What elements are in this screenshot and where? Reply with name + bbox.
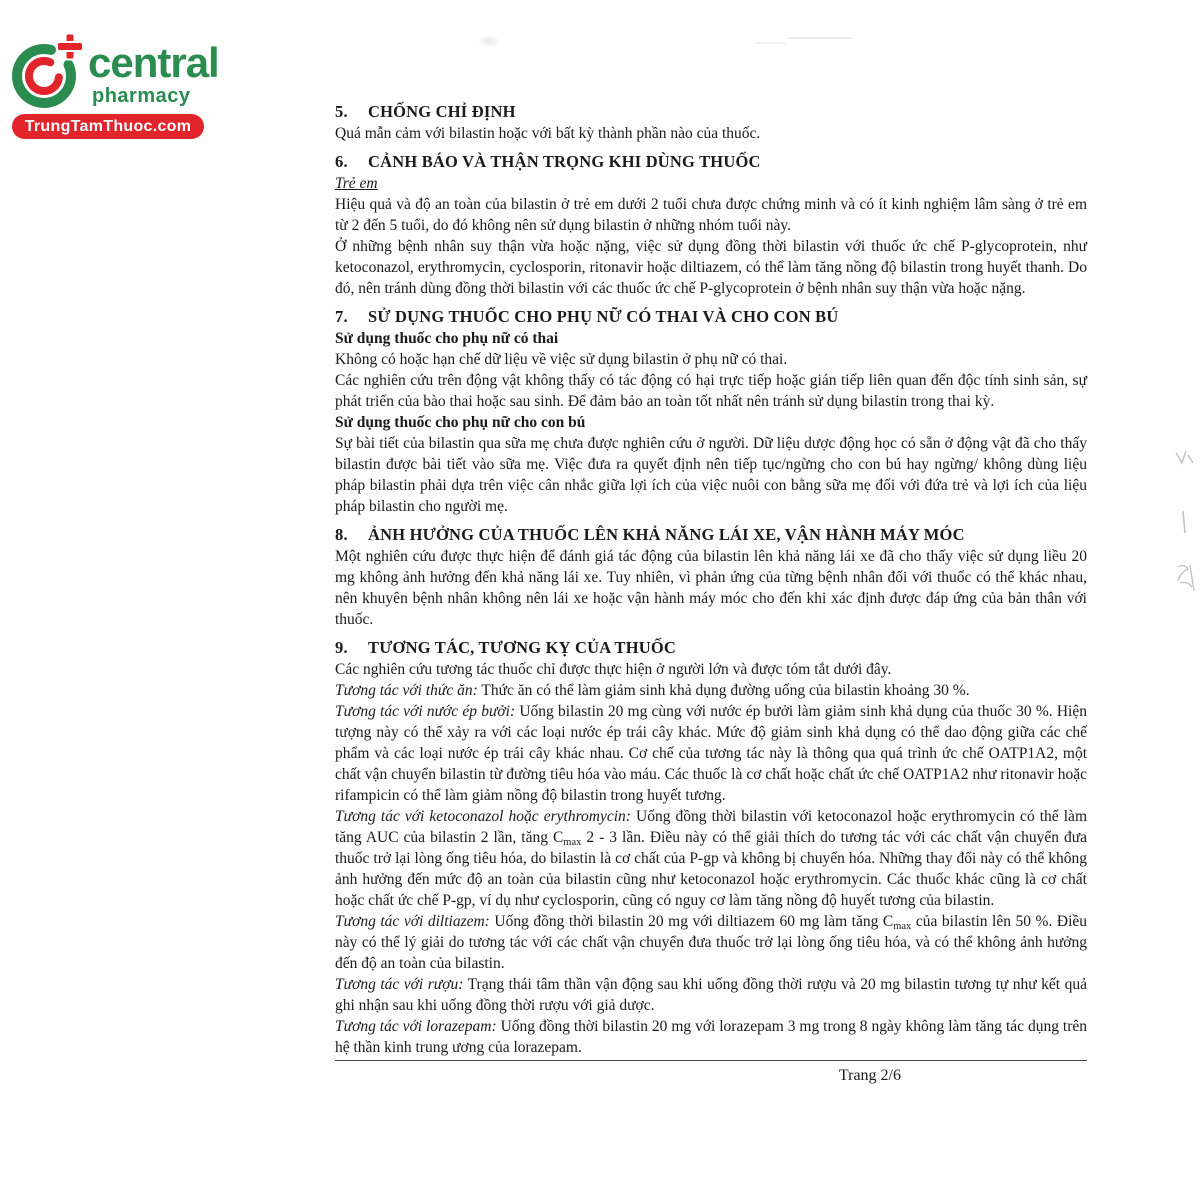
text-run: Tương tác với nước ép bưởi:: [335, 703, 516, 720]
italic-underlined-subheading: [335, 173, 1087, 194]
paragraph: [335, 370, 1087, 412]
text-run: 2 - 3 lần. Điều này có thể giải thích do tương tác với các chất vận chuyển đưa thuốc trở lại lòng ống tiêu hóa, do bilastin là cơ chất của P-gp và không bị chuyển hóa. Những thay đổi này có thể không ảnh hưởng đến mức độ an toàn của bilastin cũng như ketoconazol hoặc erythromycin. Các thuốc khác cũng là cơ chất hoặc chất ức chế P-gp, ví dụ như cyclosporin, cũng có nguy cơ làm tăng nồng độ huyết tương của bilastin.: [335, 829, 1087, 909]
section-number: 8.: [335, 525, 348, 544]
bold-subheading: Sử dụng thuốc cho phụ nữ cho con bú: [335, 414, 586, 431]
section-title: CHỐNG CHỈ ĐỊNH: [368, 102, 516, 121]
paragraph: [335, 680, 1087, 701]
text-run: Thức ăn có thể làm giảm sinh khả dụng đường uống của bilastin khoảng 30 %.: [477, 682, 970, 699]
text-run: Uống đồng thời bilastin với ketoconazol hoặc erythromycin có thể làm tăng AUC của bilastin 2 lần, tăng C: [335, 808, 1087, 846]
text-run: Quá mẫn cảm với bilastin hoặc với bất kỳ thành phần nào của thuốc.: [335, 125, 761, 142]
section-6: [335, 151, 1087, 299]
text-run: Ở những bệnh nhân suy thận vừa hoặc nặng, việc sử dụng đồng thời bilastin với thuốc ức chế P-glycoprotein, như ketoconazol, erythromycin, cyclosporin, ritonavir hoặc diltiazem, có thể làm tăng nồng độ bilastin trong huyết thanh. Do đó, nên tránh dùng đồng thời bilastin với các thuốc ức chế P-glycoprotein ở bệnh nhân suy thận vừa hoặc nặng.: [335, 238, 1087, 297]
paragraph: [335, 236, 1087, 299]
section-5: [335, 101, 1087, 144]
text-run: Các nghiên cứu tương tác thuốc chỉ được thực hiện ở người lớn và được tóm tắt dưới đây.: [335, 661, 892, 678]
section-number: 9.: [335, 638, 348, 657]
footer-divider: [335, 1060, 1087, 1061]
paragraph: [335, 806, 1087, 911]
text-run: Trạng thái tâm thần vận động sau khi uống đồng thời rượu và 20 mg bilastin tương tự như kết quả ghi nhận sau khi uống đồng thời rượu với giả dược.: [335, 976, 1087, 1014]
text-run: max: [563, 837, 582, 848]
section-number: 7.: [335, 307, 348, 326]
paragraph: [335, 194, 1087, 236]
paragraph: [335, 659, 1087, 680]
section-8: [335, 524, 1087, 630]
logo-website-badge: TrungTamThuoc.com: [12, 114, 204, 139]
paragraph: [335, 349, 1087, 370]
text-run: của bilastin lên 50 %. Điều này có thể lý giải do tương tác với các chất vận chuyển đưa thuốc trở lại lòng ống tiêu hóa, và có thể không ảnh hưởng đến độ an toàn của bilastin.: [335, 913, 1088, 972]
section-title: TƯƠNG TÁC, TƯƠNG KỴ CỦA THUỐC: [368, 638, 677, 657]
section-title: CẢNH BÁO VÀ THẬN TRỌNG KHI DÙNG THUỐC: [368, 152, 761, 171]
pharmacy-c-plus-icon: [10, 32, 90, 116]
section-heading: [335, 101, 1087, 122]
text-run: Một nghiên cứu được thực hiện để đánh giá tác động của bilastin lên khả năng lái xe đã cho thấy việc sử dụng liều 20 mg không ảnh hưởng đến khả năng lái xe. Tuy nhiên, vì phản ứng của từng bệnh nhân đối với thuốc có thể khác nhau, nên khuyên bệnh nhân không nên lái xe hoặc vận hành máy móc cho đến khi xác định được đáp ứng của bản thân với thuốc.: [335, 548, 1087, 628]
paragraph: [335, 974, 1087, 1016]
document-sections: [335, 101, 1087, 1058]
text-run: Tương tác với diltiazem:: [335, 913, 490, 930]
text-run: Tương tác với lorazepam:: [335, 1018, 497, 1035]
paragraph: [335, 123, 1087, 144]
logo-sub-text: pharmacy: [92, 85, 191, 107]
paragraph: [335, 701, 1087, 806]
plus-icon: [57, 34, 83, 60]
scan-smudge: [478, 34, 500, 48]
page-number-label: Trang 2/6: [838, 1067, 901, 1084]
bold-subheading: Sử dụng thuốc cho phụ nữ có thai: [335, 330, 559, 347]
subheading-text: Trẻ em: [335, 175, 378, 192]
section-title: ẢNH HƯỞNG CỦA THUỐC LÊN KHẢ NĂNG LÁI XE, VẬN HÀNH MÁY MÓC: [368, 525, 965, 544]
text-run: Không có hoặc hạn chế dữ liệu về việc sử dụng bilastin ở phụ nữ có thai.: [335, 351, 788, 368]
section-number: 6.: [335, 152, 348, 171]
section-title: SỬ DỤNG THUỐC CHO PHỤ NỮ CÓ THAI VÀ CHO CON BÚ: [368, 307, 839, 326]
scan-artifact-line: [756, 42, 786, 44]
paragraph: [335, 433, 1087, 517]
paragraph: [335, 546, 1087, 630]
section-heading: [335, 524, 1087, 545]
text-run: Uống bilastin 20 mg cùng với nước ép bưởi làm giảm sinh khả dụng của thuốc 30 %. Hiện tượng này có thể xảy ra với các loại nước ép trái cây khác. Mức độ giảm sinh khả dụng có thể dao động giữa các chế phẩm và các loại nước ép trái cây khác nhau. Cơ chế của tương tác này là thông qua quá trình ức chế OATP1A2, một chất vận chuyển bilastin từ đường tiêu hóa vào máu. Các thuốc là cơ chất hoặc chất ức chế OATP1A2 như ritonavir hoặc rifampicin có thể làm giảm nồng độ bilastin trong huyết tương.: [335, 703, 1087, 804]
text-run: Uống đồng thời bilastin 20 mg với lorazepam 3 mg trong 8 ngày không làm tăng tác dụng trên hệ thần kinh trung ương của lorazepam.: [335, 1018, 1087, 1056]
text-run: Các nghiên cứu trên động vật không thấy có tác động có hại trực tiếp hoặc gián tiếp liên quan đến độc tính sinh sản, sự phát triển của bào thai hoặc sau sinh. Để đảm bảo an toàn tốt nhất nên tránh sử dụng bilastin trong thai kỳ.: [335, 372, 1087, 410]
text-run: Tương tác với ketoconazol hoặc erythromycin:: [335, 808, 631, 825]
logo-brand-text: central: [88, 39, 219, 86]
scan-artifact-line: [788, 37, 852, 39]
text-run: Hiệu quả và độ an toàn của bilastin ở trẻ em dưới 2 tuổi chưa được chứng minh và có ít kinh nghiệm lâm sàng ở trẻ em từ 2 đến 5 tuổi, do đó không nên sử dụng bilastin ở những nhóm tuổi này.: [335, 196, 1087, 234]
paragraph: [335, 911, 1087, 974]
text-run: Tương tác với thức ăn:: [335, 682, 478, 699]
text-run: Tương tác với rượu:: [335, 976, 464, 993]
document-body: [335, 94, 1087, 1086]
section-heading: [335, 151, 1087, 172]
section-heading: [335, 637, 1087, 658]
text-run: max: [893, 921, 912, 932]
section-number: 5.: [335, 102, 348, 121]
section-heading: [335, 306, 1087, 327]
section-7: [335, 306, 1087, 517]
section-9: [335, 637, 1087, 1058]
paragraph: [335, 1016, 1087, 1058]
text-run: Sự bài tiết của bilastin qua sữa mẹ chưa được nghiên cứu ở người. Dữ liệu dược động học có sẵn ở động vật đã cho thấy bilastin được bài tiết vào sữa mẹ. Việc đưa ra quyết định nên tiếp tục/ngừng cho con bú hay ngừng/ không dùng liệu pháp bilastin phải dựa trên việc cân nhắc giữa lợi ích của việc nuôi con bằng sữa mẹ đối với đứa trẻ và lợi ích của liệu pháp bilastin cho người mẹ.: [335, 435, 1087, 515]
text-run: Uống đồng thời bilastin 20 mg với diltiazem 60 mg làm tăng C: [489, 913, 894, 930]
handwritten-margin-marks: [1172, 445, 1198, 625]
